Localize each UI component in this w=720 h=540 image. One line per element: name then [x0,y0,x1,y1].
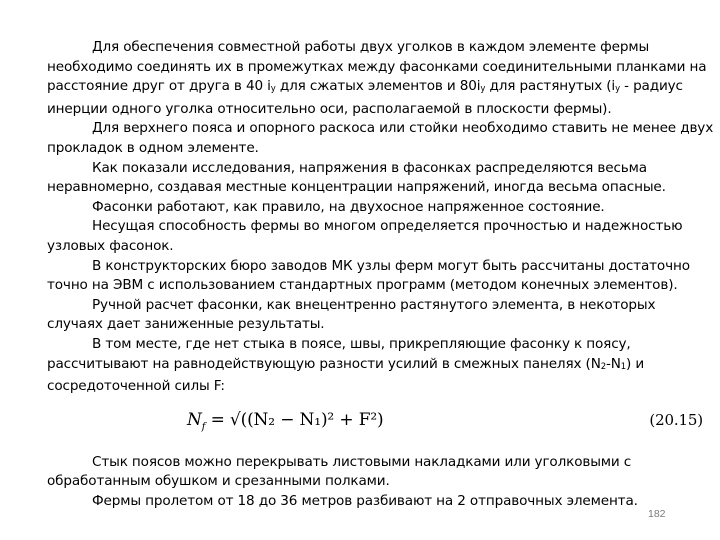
paragraph-5: Несущая способность фермы во многом определяется прочностью и надежностью узловых фасонок. [47,218,683,254]
paragraph-4: Фасонки работают, как правило, на двухосное напряженное состояние. [92,198,605,215]
paragraph-8-text-3: ) и сосредоточенной силы F: [47,355,645,395]
paragraph-10: Фермы пролетом от 18 до 36 метров разбивают на 2 отправочных элемента. [92,492,638,509]
formula-expression [187,411,383,437]
paragraph-1-text-2: для сжатых элементов и 80i [275,78,481,95]
document-body [47,38,715,511]
page-number: 182 [648,508,666,520]
formula-number: (20.15) [649,410,703,429]
paragraph-1-text-3: для растянутых (i [485,78,616,95]
paragraph-8 [47,335,715,397]
subscript: y [480,84,486,95]
subscript: 1 [620,361,627,372]
formula-row [47,397,715,453]
paragraph-6: В конструкторских бюро заводов МК узлы ферм могут быть рассчитаны достаточно точно на ЭВМ с использованием стандартных программ (методом конечных элементов). [47,257,690,294]
paragraph-7: Ручной расчет фасонки, как внецентренно растянутого элемента, в некоторых случаях дает заниженные результаты. [47,296,656,333]
subscript: 2 [600,361,606,372]
paragraph-1-text: Для обеспечения совместной работы двух уголков в каждом элементе фермы необходимо соединять их в промежутках между фасонками соединительными планками на расстояние друг от друга в 40 i [47,39,707,95]
formula-rhs: = √((N₂ − N₁)² + F²) [210,409,384,430]
paragraph-3: Как показали исследования, напряжения в фасонках распределяются весьма неравномерно, создавая местные концентрации напряжений, иногда весьма опасные. [47,159,666,196]
paragraph-1 [47,38,715,119]
subscript: y [270,84,276,95]
formula-lhs: N [187,409,202,430]
paragraph-8-text-2: -N [605,355,621,372]
paragraph-2: Для верхнего пояса и опорного раскоса или стойки необходимо ставить не менее двух прокладок в одном элементе. [47,120,714,156]
paragraph-1-text-4: - радиус инерции одного уголка относительно оси, располагаемой в плоскости фермы). [47,78,683,117]
paragraph-8-text: В том месте, где нет стыка в поясе, швы, прикрепляющие фасонку к поясу, рассчитывают на равнодействующую разности усилий в смежных панелях (N [47,335,631,372]
formula-lhs-subscript: f [201,421,206,433]
paragraph-9: Стык поясов можно перекрывать листовыми накладками или уголковыми с обработанным обушком и срезанными полками. [47,453,632,490]
subscript: y [615,84,620,95]
